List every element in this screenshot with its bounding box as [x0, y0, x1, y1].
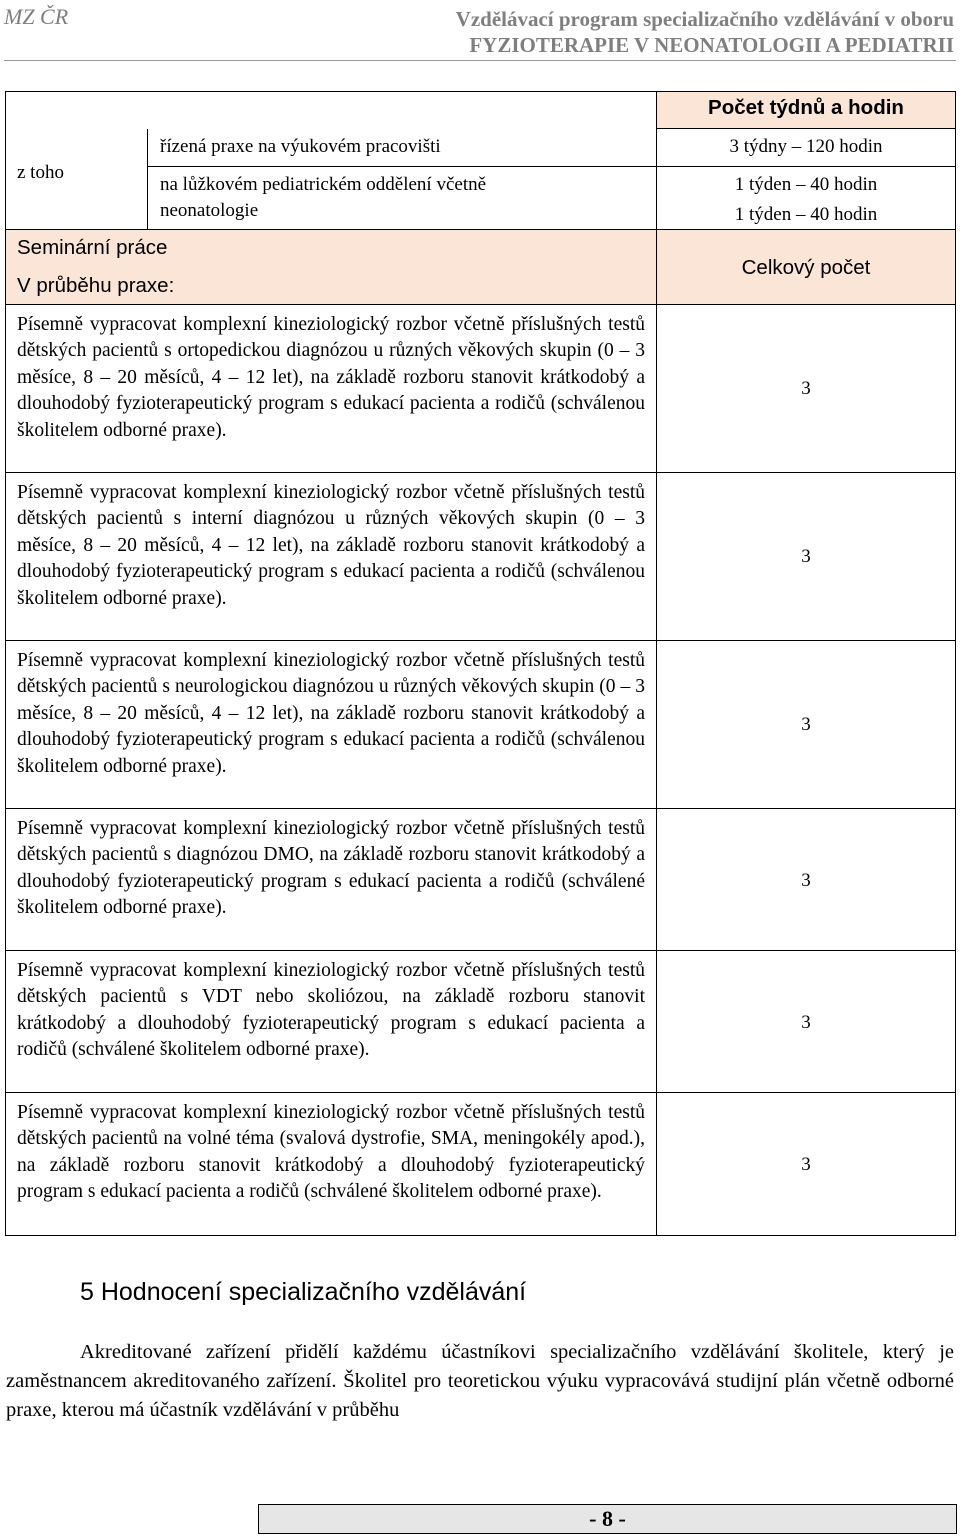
task-count: 3: [801, 546, 811, 567]
task-text: Písemně vypracovat komplexní kineziologický rozbor včetně příslušných testů dětských pacientů s neurologickou diagnózou u různých věkových skupin (0 – 3 měsíce, 8 – 20 měsíců, 4 – 12 let), na základě rozboru stanovit krátkodobý a dlouhodobý fyzioterapeutický program s edukací pacienta a rodičů (schválenou školitelem odborné praxe).: [17, 650, 645, 777]
task-count: 3: [801, 378, 811, 399]
task-count: 3: [801, 1154, 811, 1175]
row-line: [5, 472, 956, 473]
row-line: [5, 304, 956, 305]
header-divider: [4, 60, 956, 61]
task-text: Písemně vypracovat komplexní kineziologický rozbor včetně příslušných testů dětských pacientů s diagnózou DMO, na základě rozboru stanovit krátkodobý a dlouhodobý fyzioterapeutický program s edukací pacienta a rodičů (schválené školitelem odborné praxe).: [17, 818, 645, 919]
row-line: [656, 128, 956, 129]
section-body: Akreditované zařízení přidělí každému účastníkovi specializačního vzdělávání školitele, který je zaměstnancem akreditovaného zařízení. Školitel pro teoretickou výuku vypracovává studijní plán včetně odborné praxe, kterou má účastník vzdělávání v průběhu: [6, 1341, 954, 1421]
z-toho-divider: [147, 129, 148, 229]
weeks-hours-header: Počet týdnů a hodin: [708, 96, 904, 119]
z-toho-label: z toho: [17, 162, 64, 183]
row-line: [147, 166, 956, 167]
ward-value-2: 1 týden – 40 hodin: [734, 204, 878, 225]
row-line: [5, 640, 956, 641]
ward-value-1: 1 týden – 40 hodin: [734, 174, 878, 195]
document-header: [456, 6, 954, 58]
practice-value: 3 týdny – 120 hodin: [729, 136, 883, 157]
row-line: [5, 808, 956, 809]
task-count: 3: [801, 714, 811, 735]
ministry-abbrev: MZ ČR: [4, 4, 69, 29]
row-line: [5, 950, 956, 951]
during-practice-label: V průběhu praxe:: [17, 274, 175, 297]
page-number: - 8 -: [258, 1504, 957, 1534]
task-text: Písemně vypracovat komplexní kineziologický rozbor včetně příslušných testů dětských pacientů s VDT nebo skoliózou, na základě rozboru stanovit krátkodobý a dlouhodobý fyzioterapeutický program s edukací pacienta a rodičů (schválené školitelem odborné praxe).: [17, 960, 645, 1061]
practice-label: řízená praxe na výukovém pracovišti: [160, 136, 441, 157]
seminar-label: Seminární práce: [17, 236, 168, 259]
ward-label: na lůžkovém pediatrickém oddělení včetně neonatologie: [160, 174, 487, 221]
header-line-1: Vzdělávací program specializačního vzdělávání v oboru: [455, 7, 954, 31]
task-text: Písemně vypracovat komplexní kineziologický rozbor včetně příslušných testů dětských pacientů s ortopedickou diagnózou u různých věkových skupin (0 – 3 měsíce, 8 – 20 měsíců, 4 – 12 let), na základě rozboru stanovit krátkodobý a dlouhodobý fyzioterapeutický program s edukací pacienta a rodičů (schválenou školitelem odborné praxe).: [17, 314, 645, 441]
row-line: [5, 1092, 956, 1093]
task-count: 3: [801, 870, 811, 891]
task-text: Písemně vypracovat komplexní kineziologický rozbor včetně příslušných testů dětských pacientů s interní diagnózou u různých věkových skupin (0 – 3 měsíce, 8 – 20 měsíců, 4 – 12 let), na základě rozboru stanovit krátkodobý a dlouhodobý fyzioterapeutický program s edukací pacienta a rodičů (schválenou školitelem odborné praxe).: [17, 482, 645, 609]
task-count: 3: [801, 1012, 811, 1033]
header-line-2: FYZIOTERAPIE V NEONATOLOGII A PEDIATRII: [469, 33, 954, 57]
count-header: Celkový počet: [741, 256, 871, 279]
ward-values: [657, 170, 955, 230]
section-title: 5 Hodnocení specializačního vzdělávání: [80, 1278, 527, 1306]
task-text: Písemně vypracovat komplexní kineziologický rozbor včetně příslušných testů dětských pacientů na volné téma (svalová dystrofie, SMA, meningokély apod.), na základě rozboru stanovit krátkodobý a dlouhodobý fyzioterapeutický program s edukací pacienta a rodičů (schválené školitelem odborné praxe).: [17, 1102, 645, 1203]
